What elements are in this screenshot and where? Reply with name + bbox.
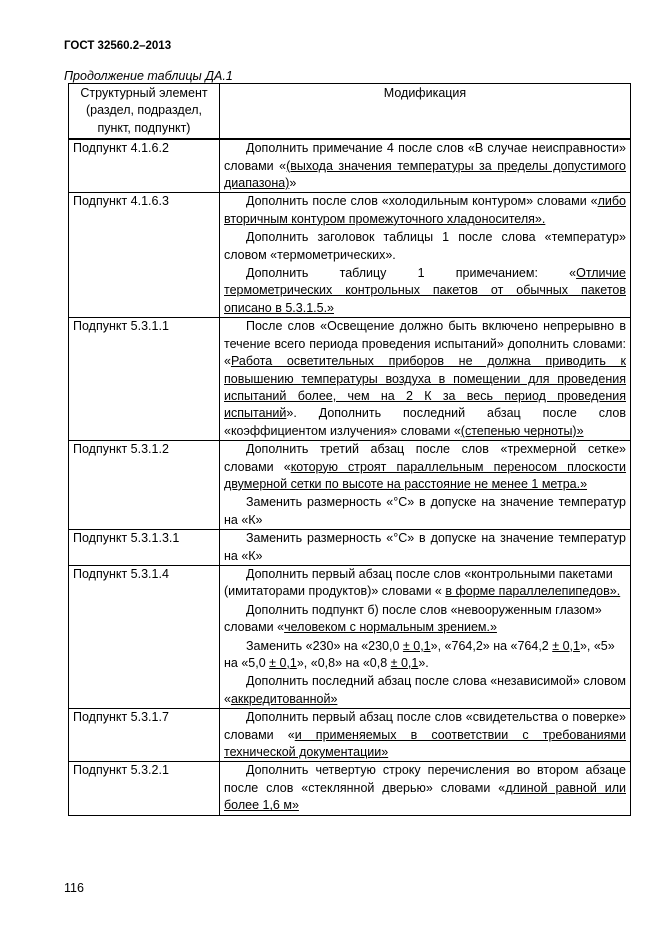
inserted-text: длиной равной или более 1,6 м» (224, 780, 626, 813)
modification-paragraph (224, 566, 626, 601)
table-row (69, 441, 631, 530)
text-segment: Дополнить первый абзац после слов «контрольными пакетами (имитаторами продуктов)» словами « (224, 566, 613, 599)
text-segment: », «0,8» на «0,8 (296, 656, 391, 670)
inserted-text: (степенью черноты)» (460, 423, 584, 438)
modification-paragraph (224, 709, 626, 761)
modification-paragraph (224, 441, 626, 493)
inserted-text: Работа осветительных приборов не должна приводить к повышению температуры воздуха в помещении для проведения испытаний более, чем на 2 К за весь период проведения испытаний (224, 354, 626, 421)
page-number: 116 (64, 881, 84, 895)
inserted-text: либо вторичным контуром промежуточного хладоносителя». (224, 194, 626, 226)
table-header-row (69, 84, 631, 140)
modification-table (68, 83, 631, 816)
text-segment: Дополнить после слов «холодильным контуром» словами « (246, 194, 598, 209)
modification-paragraph (224, 140, 626, 192)
header-structural-element: Структурный элемент (раздел, подраздел, пункт, подпункт) (69, 84, 220, 140)
structural-element-cell: Подпункт 5.3.1.2 (69, 441, 220, 530)
table-body (69, 139, 631, 815)
table-row (69, 193, 631, 318)
modification-paragraph (224, 673, 626, 708)
text-segment: Дополнить четвертую строку перечисления во втором абзаце после слов «стеклянной дверью» словами « (224, 763, 626, 795)
inserted-text: ± 0,1 (269, 656, 297, 670)
inserted-text: и применяемых в соответствии с требованиями технической документации» (224, 727, 626, 760)
modification-cell (220, 565, 631, 708)
modification-cell (220, 193, 631, 318)
text-segment: Дополнить последний абзац после слова «независимой» словом « (224, 674, 626, 706)
inserted-text: которую строят параллельным переносом плоскости двумерной сетки по высоте на расстояние не менее 1 метра.» (224, 459, 627, 491)
inserted-text: человеком с нормальным зрением.» (284, 620, 497, 635)
table-caption: Продолжение таблицы ДА.1 (64, 69, 233, 83)
modification-paragraph (224, 762, 626, 814)
modification-cell (220, 762, 631, 815)
text-segment: Дополнить примечание 4 после слов «В случае неисправности» словами « (224, 141, 626, 173)
inserted-text: в форме параллелепипедов». (445, 584, 621, 599)
table-row (69, 530, 631, 566)
modification-paragraph (224, 638, 626, 673)
modification-paragraph (224, 193, 626, 228)
text-segment: Заменить «230» на «230,0 (246, 638, 403, 653)
modification-cell (220, 709, 631, 762)
text-segment: Заменить размерность «°С» в допуске на значение температур на «К» (224, 495, 626, 527)
text-segment: ». (418, 656, 429, 670)
structural-element-cell: Подпункт 5.3.1.3.1 (69, 530, 220, 566)
text-segment: Дополнить первый абзац после слов «свидетельства о поверке» словами « (224, 710, 626, 742)
text-segment: Дополнить третий абзац после слов «трехмерной сетке» словами « (224, 442, 626, 474)
inserted-text: ± 0,1 (552, 638, 580, 653)
inserted-text: (выхода значения температуры за пределы допустимого диапазона) (224, 158, 627, 191)
text-segment: Заменить размерность «°С» в допуске на значение температур на «К» (224, 531, 626, 563)
text-segment: Дополнить подпункт б) после слов «невооруженным глазом» словами « (224, 602, 602, 635)
table-row (69, 139, 631, 193)
modification-cell (220, 530, 631, 566)
structural-element-cell: Подпункт 4.1.6.2 (69, 139, 220, 193)
text-segment: », «5» на «5,0 (224, 638, 615, 670)
structural-element-cell: Подпункт 5.3.1.4 (69, 565, 220, 708)
text-segment: » (289, 176, 297, 191)
table-row (69, 709, 631, 762)
modification-cell (220, 441, 631, 530)
table-row (69, 762, 631, 815)
structural-element-cell: Подпункт 4.1.6.3 (69, 193, 220, 318)
table-row (69, 565, 631, 708)
text-segment: ». Дополнить последний абзац после слов «коэффициентом излучения» словами « (224, 406, 626, 438)
modification-paragraph (224, 318, 626, 440)
structural-element-cell: Подпункт 5.3.2.1 (69, 762, 220, 815)
text-segment: Дополнить таблицу 1 примечанием: « (246, 266, 577, 281)
inserted-text: ± 0,1 (402, 638, 431, 653)
inserted-text: ± 0,1 (390, 656, 419, 670)
structural-element-cell: Подпункт 5.3.1.1 (69, 318, 220, 441)
modification-cell (220, 318, 631, 441)
modification-paragraph (224, 602, 626, 637)
modification-paragraph (224, 229, 626, 264)
text-segment: », «764,2» на «764,2 (430, 638, 553, 653)
text-segment: После слов «Освещение должно быть включено непрерывно в течение всего периода проведения испытаний» дополнить словами: « (224, 319, 626, 369)
inserted-text: аккредитованной» (230, 691, 338, 706)
modification-cell (220, 139, 631, 193)
modification-paragraph (224, 265, 626, 317)
modification-paragraph (224, 494, 626, 529)
inserted-text: Отличие термометрических контрольных пакетов от обычных пакетов описано в 5.3.1.5.» (224, 266, 626, 315)
modification-paragraph (224, 530, 626, 565)
text-segment: Дополнить заголовок таблицы 1 после слова «температур» словом «термометрических». (224, 230, 626, 262)
header-modification: Модификация (220, 84, 631, 140)
structural-element-cell: Подпункт 5.3.1.7 (69, 709, 220, 762)
table-row (69, 318, 631, 441)
document-code: ГОСТ 32560.2–2013 (64, 40, 172, 52)
